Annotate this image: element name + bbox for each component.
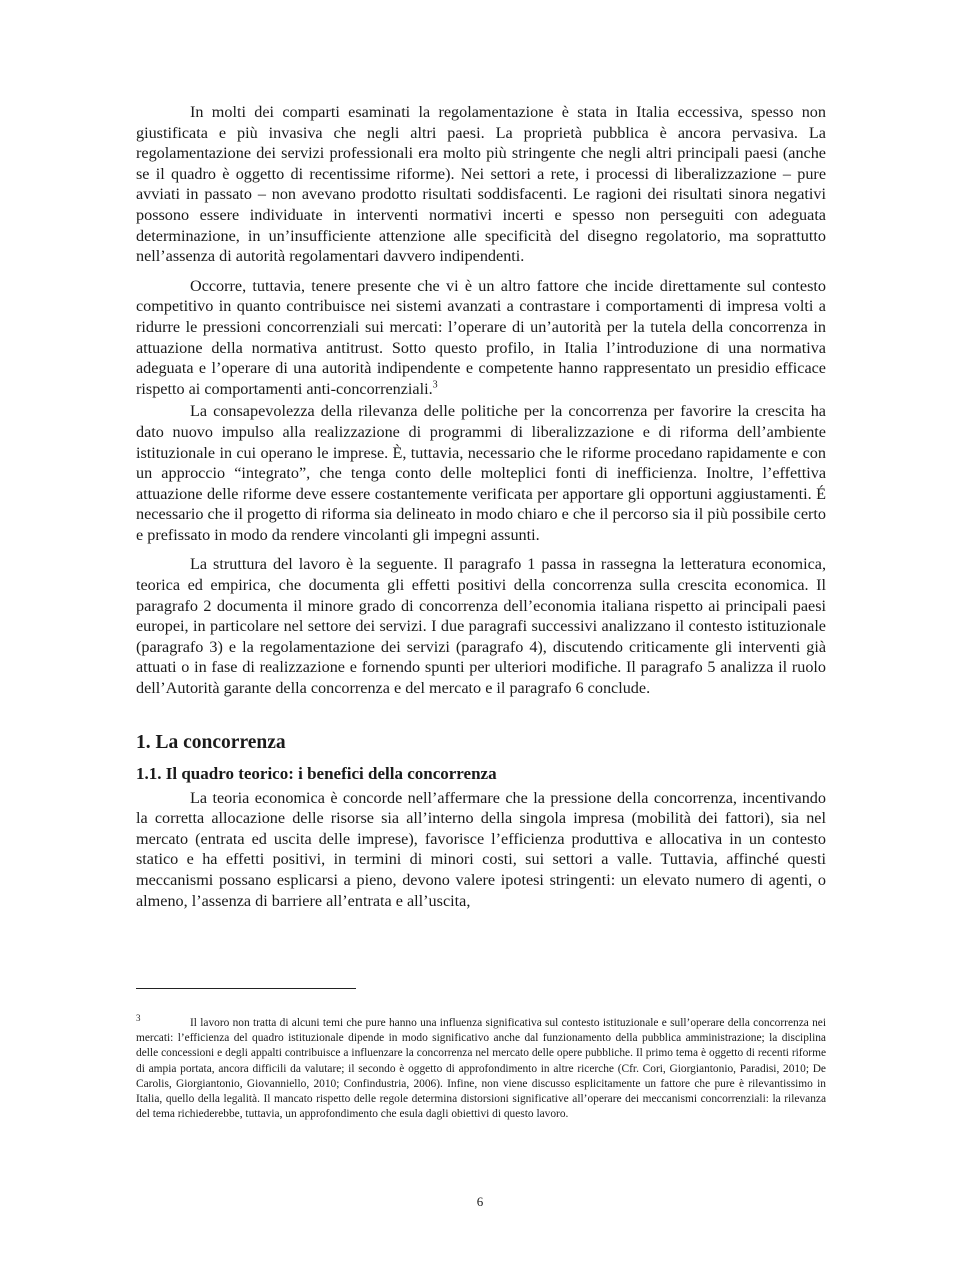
footnote: 3 Il lavoro non tratta di alcuni temi che pure hanno una influenza significativa sul contesto istituzionale e sull’operare della concorrenza nei mercati: l’efficienza del quadro istituzionale dipende in modo significativo anche dal funzionamento della pubblica amministrazione; la disciplina delle concessioni e degli appalti contribuisce a influenzare la concorrenza nel mercato delle opere pubbliche. Il primo tema è oggetto di recenti riforme di ampia portata, ancora difficili da valutare; il secondo è oggetto di approfondimento in altre ricerche (Cfr. Cori, Giorgiantonio, Paradisi, 2010; De Carolis, Giorgiantonio, Giovanniello, 2010; Confindustria, 2006). Infine, non viene discusso esplicitamente un fattore che pure è rilevantissimo in Italia, quello della legalità. Il mancato rispetto delle regole determina distorsioni significative all’operare dei meccanismi concorrenziali: la rilevanza del tema richiederebbe, tuttavia, un approfondimento che esula dagli obiettivi di questo lavoro.: [136, 1013, 826, 1121]
footnote-divider: [136, 988, 356, 989]
footnote-reference[interactable]: 3: [432, 379, 438, 391]
paragraph-2-text: Occorre, tuttavia, tenere presente che vi è un altro fattore che incide direttamente sul contesto competitivo in quanto contribuisce nei sistemi avanzati a contrastare i comportamenti di impresa volti a ridurre le pressioni concorrenziali sui mercati: l’operare di un’autorità per la tutela della concorrenza in attuazione della normativa antitrust. Sotto questo profilo, in Italia l’introduzione di una normativa adeguata e l’operare di una autorità indipendente e competente hanno rappresentato un presidio efficace rispetto ai comportamenti anti-concorrenziali.: [136, 276, 826, 398]
paragraph-2: [136, 276, 826, 400]
page-body: [136, 102, 826, 911]
page-number: 6: [476, 1194, 484, 1209]
section-paragraph: La teoria economica è concorde nell’affermare che la pressione della concorrenza, incentivando la corretta allocazione delle risorse sia all’interno della singola impresa (mobilità dei fattori), sia nel mercato (entrata ed uscita delle imprese), favorisce l’efficienza produttiva e allocativa in un contesto statico e ha effetti positivi, in termini di minori costi, sui settori a valle. Tuttavia, affinché questi meccanismi possano esplicarsi a pieno, devono valere ipotesi stringenti: un elevato numero di agenti, o almeno, l’assenza di barriere all’entrata e all’uscita,: [136, 788, 826, 910]
section-heading: 1. La concorrenza: [136, 731, 286, 753]
paragraph-3: La consapevolezza della rilevanza delle politiche per la concorrenza per favorire la crescita ha dato nuovo impulso alla realizzazione di programmi di liberalizzazione e di riforma dell’ambiente istituzionale in cui operano le imprese. È, tuttavia, necessario che le riforme procedano rapidamente e con un approccio “integrato”, che tenga conto delle molteplici fonti di inefficienza. Inoltre, l’effettiva attuazione delle riforme deve essere costantemente verificata per apportare gli opportuni aggiustamenti. É necessario che il progetto di riforma sia delineato in modo chiaro e che il percorso sia il più possibile certo e prefissato in modo da rendere vincolanti gli impegni assunti.: [136, 402, 827, 544]
subsection-heading: 1.1. Il quadro teorico: i benefici della concorrenza: [136, 763, 497, 783]
footnote-text: Il lavoro non tratta di alcuni temi che pure hanno una influenza significativa sul contesto istituzionale e sull’operare della concorrenza nei mercati: l’efficienza del quadro istituzionale dipende in modo significativo anche dal funzionamento della pubblica amministrazione; la disciplina delle concessioni e degli appalti contribuisce a influenzare la concorrenza nel mercato delle opere pubbliche. Il primo tema è oggetto di recenti riforme di ampia portata, ancora difficili da valutare; il secondo è oggetto di approfondimento in altre ricerche (Cfr. Cori, Giorgiantonio, Paradisi, 2010; De Carolis, Giorgiantonio, Giovanniello, 2010; Confindustria, 2006). Infine, non viene discusso esplicitamente un fattore che pure è rilevantissimo in Italia, quello della legalità. Il mancato rispetto delle regole determina distorsioni significative all’operare dei meccanismi concorrenziali: la rilevanza del tema richiederebbe, tuttavia, un approfondimento che esula dagli obiettivi di questo lavoro.: [136, 1017, 826, 1121]
paragraph-4: La struttura del lavoro è la seguente. Il paragrafo 1 passa in rassegna la letteratura economica, teorica ed empirica, che documenta gli effetti positivi della concorrenza sulla crescita economica. Il paragrafo 2 documenta il minore grado di concorrenza dell’economia italiana rispetto ai principali paesi europei, in particolare nel settore dei servizi. I due paragrafi successivi analizzano il contesto istituzionale (paragrafo 3) e la regolamentazione dei servizi (paragrafo 4), discutendo criticamente gli interventi già attuati o in fase di realizzazione e fornendo spunti per ulteriori modifiche. Il paragrafo 5 analizza il ruolo dell’Autorità garante della concorrenza e del mercato e il paragrafo 6 conclude.: [136, 555, 826, 698]
paragraph-1: In molti dei comparti esaminati la regolamentazione è stata in Italia eccessiva, spesso non giustificata e più invasiva che negli altri paesi. La proprietà pubblica è ancora pervasiva. La regolamentazione dei servizi professionali era molto più stringente che negli altri principali paesi (anche se il quadro è oggetto di recentissime riforme). Nei settori a rete, i processi di liberalizzazione – pure avviati in passato – non avevano prodotto risultati soddisfacenti. Le ragioni dei risultati sinora negativi possono essere individuate in interventi normativi incerti e spesso non perseguiti con adeguata determinazione, in un’insufficiente attenzione alle specificità del disegno regolatorio, ma soprattutto nell’assenza di autorità regolamentari davvero indipendenti.: [136, 103, 826, 266]
